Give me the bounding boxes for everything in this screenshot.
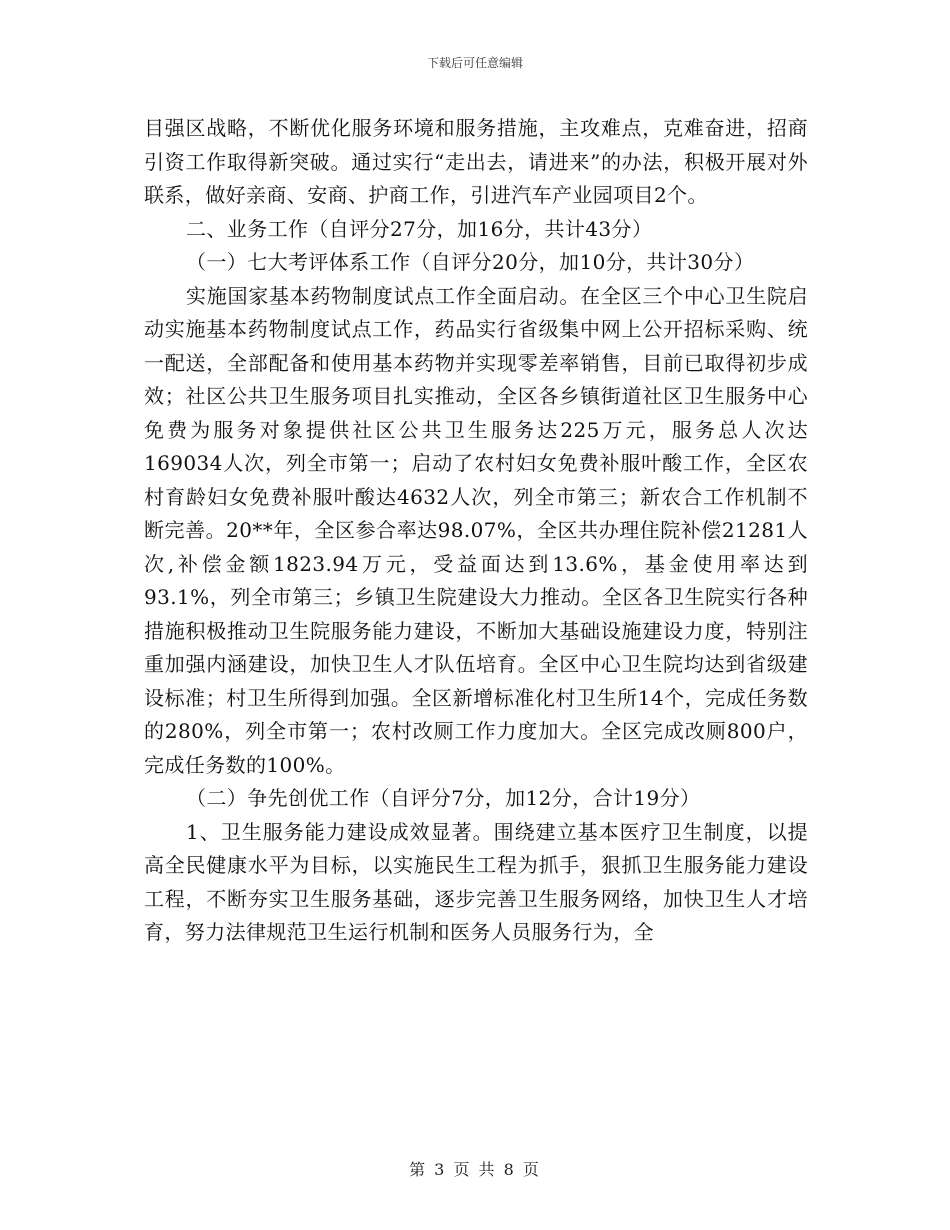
section-heading-business-work: 二、业务工作（自评分27分，加16分，共计43分） <box>186 216 653 241</box>
paragraph-health-service-capacity: 1、卫生服务能力建设成效显著。围绕建立基本医疗卫生制度，以提高全民健康水平为目标，以实施民生工程为抓手，狠抓卫生服务能力建设工程，不断夯实卫生服务基础，逐步完善卫生服务网络，加快卫生人才培育，努力法律规范卫生运行机制和医务人员服务行为，全 <box>144 819 808 944</box>
subsection-heading-seven-systems: （一）七大考评体系工作（自评分20分，加10分，共计30分） <box>186 250 755 274</box>
page-header-note: 下载后可任意编辑 <box>426 56 523 70</box>
subsection-heading-excellence: （二）争先创优工作（自评分7分，加12分，合计19分） <box>186 786 701 810</box>
page-number-footer: 第 3 页 共 8 页 <box>409 1160 541 1179</box>
document-body <box>144 112 808 950</box>
paragraph-continuation: 目强区战略，不断优化服务环境和服务措施，主攻难点，克难奋进，招商引资工作取得新突破。通过实行“走出去，请进来”的办法，积极开展对外联系，做好亲商、安商、护商工作，引进汽车产业园项目2个。 <box>144 116 808 207</box>
paragraph-basic-drug-system: 实施国家基本药物制度试点工作全面启动。在全区三个中心卫生院启动实施基本药物制度试点工作，药品实行省级集中网上公开招标采购、统一配送，全部配备和使用基本药物并实现零差率销售，目前已取得初步成效；社区公共卫生服务项目扎实推动，全区各乡镇街道社区卫生服务中心免费为服务对象提供社区公共卫生服务达225万元，服务总人次达169034人次，列全市第一；启动了农村妇女免费补服叶酸工作，全区农村育龄妇女免费补服叶酸达4632人次，列全市第三；新农合工作机制不断完善。20**年，全区参合率达98.07%，全区共办理住院补偿21281人次,补偿金额1823.94万元，受益面达到13.6%，基金使用率达到93.1%，列全市第三；乡镇卫生院建设大力推动。全区各卫生院实行各种措施积极推动卫生院服务能力建设，不断加大基础设施建设力度，特别注重加强内涵建设，加快卫生人才队伍培育。全区中心卫生院均达到省级建设标准；村卫生所得到加强。全区新增标准化村卫生所14个，完成任务数的280%，列全市第一；农村改厕工作力度加大。全区完成改厕800户，完成任务数的100%。 <box>144 283 808 777</box>
